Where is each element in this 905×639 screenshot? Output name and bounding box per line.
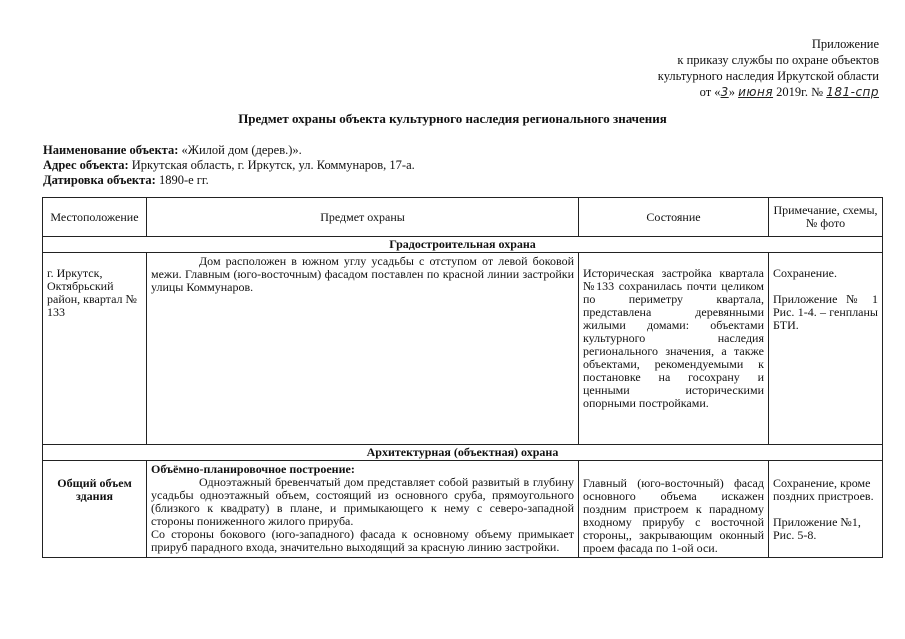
order-mid: »: [728, 85, 739, 99]
row1-state: Историческая застройка квартала №133 сохранилась почти целиком по периметру квартала, представлена деревянными жилыми домами: объектами культурного наследия регионального значения, а также объектами, рекомендуемыми к постановке на госохрану и ценными историческими опорными постройками.: [579, 253, 769, 445]
col-header-location: Местоположение: [43, 198, 147, 237]
table-row: [43, 253, 883, 445]
row2-subject-p1: Одноэтажный бревенчатый дом представляет собой развитый в глубину усадьбы одноэтажный объем, состоящий из основного сруба, прямоугольного (близкого к квадрату) в плане, и примыкающего к нему с северо-западной стороны пониженного жилого прируба.: [151, 475, 574, 528]
object-date-line: [43, 173, 415, 188]
col-header-subject: Предмет охраны: [147, 198, 579, 237]
object-address-value: Иркутская область, г. Иркутск, ул. Коммунаров, 17-а.: [131, 158, 415, 172]
object-address-line: [43, 158, 415, 173]
row2-note-2: Приложение №1, Рис. 5-8.: [773, 515, 861, 542]
section-row-architecture: [43, 445, 883, 461]
order-day: 3: [720, 85, 729, 99]
row2-state: Главный (юго-восточный) фасад основного объема искажен поздним пристроем к парадному входному прирубу с восточной стороны,, закрывающим оконный проем фасада по 1-ой оси.: [579, 461, 769, 558]
section-row-urban: [43, 237, 883, 253]
appendix-line-2: к приказу службы по охране объектов: [677, 53, 879, 67]
section-urban-title: Градостроительная охрана: [43, 237, 883, 253]
document-title: Предмет охраны объекта культурного наследия регионального значения: [238, 111, 667, 126]
row2-location: Общий объем здания: [43, 461, 147, 558]
row1-note: [769, 253, 883, 445]
row2-subject-heading: Объёмно-планировочное построение:: [151, 462, 355, 476]
object-name-line: [43, 143, 415, 158]
appendix-line-1: Приложение: [811, 37, 879, 51]
row2-note-1: Сохранение, кроме поздних пристроев.: [773, 476, 874, 503]
order-prefix: от «: [699, 85, 721, 99]
object-name-value: «Жилой дом (дерев.)».: [181, 143, 302, 157]
order-number: 181-спр: [826, 85, 879, 99]
row1-subject: Дом расположен в южном углу усадьбы с отступом от левой боковой межи. Главным (юго-восточным) фасадом поставлен по красной линии застройки улицы Коммунаров.: [147, 253, 579, 445]
table-row: [43, 461, 883, 558]
order-line: [559, 84, 879, 100]
order-month: июня: [738, 85, 774, 99]
table-header-row: [43, 198, 883, 237]
object-name-label: Наименование объекта:: [43, 143, 179, 157]
col-header-note: Примечание, схемы, № фото: [769, 198, 883, 237]
protection-table: [42, 197, 883, 558]
row2-note: [769, 461, 883, 558]
row1-note-1: Сохранение.: [773, 266, 837, 280]
col-header-state: Состояние: [579, 198, 769, 237]
order-year: 2019г. №: [776, 85, 824, 99]
row2-subject: [147, 461, 579, 558]
object-date-value: 1890-е гг.: [158, 173, 209, 187]
object-date-label: Датировка объекта:: [43, 173, 156, 187]
row1-note-2: Приложение № 1 Рис. 1-4. – генпланы БТИ.: [773, 292, 878, 332]
object-meta: [43, 143, 415, 188]
appendix-header: [559, 36, 879, 100]
object-address-label: Адрес объекта:: [43, 158, 129, 172]
row2-subject-p2: Со стороны бокового (юго-западного) фасада к основному объему примыкает прируб парадного входа, значительно выходящий за красную линию застройки.: [151, 527, 574, 554]
row1-location: г. Иркутск, Октябрьский район, квартал № 133: [43, 253, 147, 445]
section-architecture-title: Архитектурная (объектная) охрана: [43, 445, 883, 461]
appendix-line-3: культурного наследия Иркутской области: [657, 69, 879, 83]
